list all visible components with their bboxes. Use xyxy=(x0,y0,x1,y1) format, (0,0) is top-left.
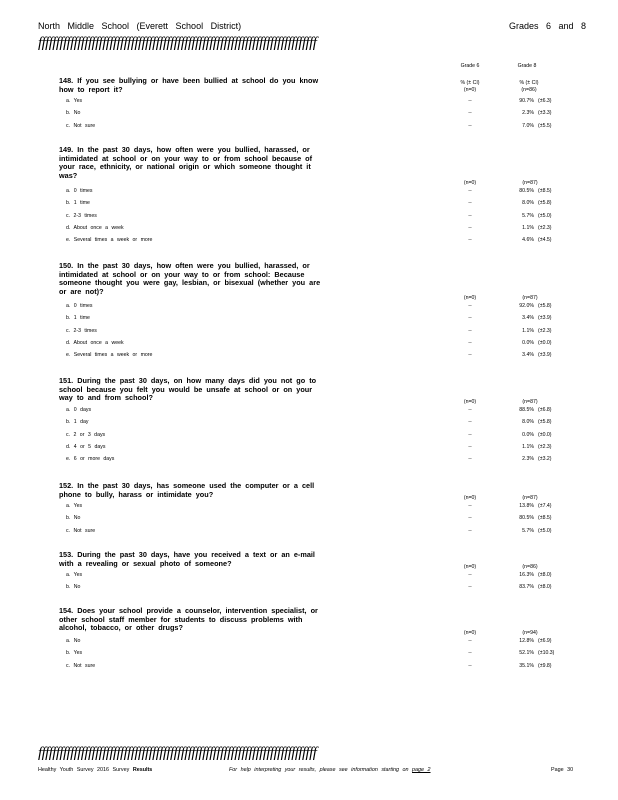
answer-row xyxy=(66,584,586,593)
answer-label: b. 1 time xyxy=(66,315,90,322)
answer-label: b. No xyxy=(66,110,81,117)
grade8-ci: (±2.3) xyxy=(538,327,552,334)
grade8-percent: 12.8% xyxy=(519,638,534,644)
answer-label: a. 0 times xyxy=(66,303,93,309)
grade6-header: Grade 6 xyxy=(460,63,480,69)
grade8-percent: 80.5% xyxy=(519,515,534,522)
grade8-percent: 92.0% xyxy=(519,303,534,309)
answer-row xyxy=(66,315,586,324)
grade8-percent: 2.3% xyxy=(522,110,534,117)
answer-row xyxy=(66,456,586,465)
grade6-value: -- xyxy=(468,527,472,534)
top-rule: ffffffffffffffffffffffffffffffffffffffffffffffffffffffffffffffffffffffffffffff xyxy=(38,35,317,51)
grade8-ci: (±3.2) xyxy=(538,456,552,463)
grade6-sample-size: (n=0) xyxy=(463,564,477,570)
grade6-value: -- xyxy=(468,327,472,334)
grade6-value: -- xyxy=(468,431,472,438)
answer-row xyxy=(66,650,586,659)
grade8-percent: 8.0% xyxy=(522,419,534,426)
answer-label: e. Several times a week or more xyxy=(66,237,153,244)
grade6-value: -- xyxy=(468,650,472,657)
answer-label: c. Not sure xyxy=(66,527,96,534)
grade6-value: -- xyxy=(468,200,472,207)
grade8-percent: 16.3% xyxy=(519,572,534,578)
grade8-ci: (±5.8) xyxy=(538,303,552,309)
answer-label: d. About once a week xyxy=(66,224,124,231)
grade6-value: -- xyxy=(468,584,472,591)
answer-label: e. Several times a week or more xyxy=(66,352,153,359)
grade6-value: -- xyxy=(468,456,472,463)
answer-row xyxy=(66,528,586,537)
grade8-percent: 3.4% xyxy=(522,352,534,359)
grade8-ci: (±6.8) xyxy=(538,407,552,413)
answer-label: c. 2 or 3 days xyxy=(66,431,106,438)
grade8-ci: (±8.0) xyxy=(538,572,552,578)
answer-row xyxy=(66,515,586,524)
answer-row xyxy=(66,328,586,337)
grade6-sample-size: (n=0) xyxy=(463,180,477,186)
footer-help-text: For help interpreting your results, please see information starting on xyxy=(229,767,409,773)
grade8-ci: (±5.5) xyxy=(538,122,552,129)
grade8-percent: 0.0% xyxy=(522,339,534,346)
grade8-percent: 88.5% xyxy=(519,407,534,413)
grade8-percent: 5.7% xyxy=(522,527,534,534)
footer-help xyxy=(229,767,431,773)
grade8-percent: 2.3% xyxy=(522,456,534,463)
grade8-sample-size: (n=87) xyxy=(522,495,538,501)
answer-label: b. No xyxy=(66,584,81,591)
grade8-ci: (±2.3) xyxy=(538,443,552,450)
grade8-percent: 90.7% xyxy=(519,98,534,104)
answer-row xyxy=(66,503,586,512)
answer-label: c. Not sure xyxy=(66,662,96,669)
answer-row xyxy=(66,663,586,672)
grade8-percent: 4.6% xyxy=(522,237,534,244)
grade6-value: -- xyxy=(468,419,472,426)
answer-row xyxy=(66,352,586,361)
question-text: 154. Does your school provide a counselor, intervention specialist, or other school staff member for students to discuss problems with alcohol, tobacco, or other drugs? xyxy=(59,606,318,633)
question-text: 148. If you see bullying or have been bullied at school do you know how to report it? xyxy=(59,76,319,94)
answer-label: a. Yes xyxy=(66,98,83,104)
grade6-value: -- xyxy=(468,98,472,104)
answer-row xyxy=(66,572,586,581)
answer-row xyxy=(66,340,586,349)
answer-row xyxy=(66,225,586,234)
grade6-value: -- xyxy=(468,515,472,522)
grade6-value: -- xyxy=(468,339,472,346)
grade6-value: -- xyxy=(468,122,472,129)
grade8-percent: 5.7% xyxy=(522,212,534,219)
answer-row xyxy=(66,200,586,209)
school-name: North Middle School (Everett School District) xyxy=(38,21,242,31)
grade8-ci: (±5.0) xyxy=(538,212,552,219)
grade8-sample-size: (n=87) xyxy=(522,399,538,405)
grade8-ci: (±8.5) xyxy=(538,188,552,194)
grade8-percent: 3.4% xyxy=(522,315,534,322)
question-text: 150. In the past 30 days, how often were you bullied, harassed, or intimidated at school or on your way to or from school: Because someone thought you were gay, lesbian, or bisexual (whether you are or are not)? xyxy=(59,261,321,296)
answer-row xyxy=(66,237,586,246)
grade8-ci: (±8.0) xyxy=(538,584,552,591)
grade8-ci: (±3.9) xyxy=(538,352,552,359)
grade8-ci: (±0.0) xyxy=(538,431,552,438)
footer-survey-name: Healthy Youth Survey 2016 Survey xyxy=(38,767,130,773)
grade6-sample-size: (n=0) xyxy=(463,295,477,301)
answer-label: a. Yes xyxy=(66,503,83,509)
answer-label: b. 1 day xyxy=(66,419,89,426)
grade8-percent: 8.0% xyxy=(522,200,534,207)
grade8-ci: (±10.3) xyxy=(538,650,555,657)
grade8-ci-label: % (± CI) xyxy=(519,80,539,86)
grade8-ci: (±3.3) xyxy=(538,110,552,117)
grade6-value: -- xyxy=(468,188,472,194)
answer-row xyxy=(66,638,586,647)
grade6-value: -- xyxy=(468,110,472,117)
answer-label: a. No xyxy=(66,638,81,644)
answer-label: b. No xyxy=(66,515,81,522)
answer-row xyxy=(66,432,586,441)
page-number: Page 30 xyxy=(551,767,574,773)
page-link[interactable]: page 2 xyxy=(412,767,431,773)
grade8-header: Grade 8 xyxy=(517,63,537,69)
question-text: 151. During the past 30 days, on how many days did you not go to school because you felt you would be unsafe at school or on your way to and from school? xyxy=(59,376,317,403)
grade6-sample-size: (n=0) xyxy=(463,495,477,501)
grade8-sample-size: (n=87) xyxy=(522,180,538,186)
grades-label: Grades 6 and 8 xyxy=(509,21,587,31)
answer-row xyxy=(66,110,586,119)
answer-label: d. About once a week xyxy=(66,339,124,346)
grade6-value: -- xyxy=(468,237,472,244)
grade6-value: -- xyxy=(468,303,472,309)
grade6-sample-size: (n=0) xyxy=(463,399,477,405)
grade6-sample-size: (n=0) xyxy=(463,630,477,636)
grade6-value: -- xyxy=(468,352,472,359)
answer-row xyxy=(66,303,586,312)
grade6-value: -- xyxy=(468,212,472,219)
grade8-percent: 52.1% xyxy=(519,650,534,657)
grade8-ci: (±8.5) xyxy=(538,515,552,522)
grade8-percent: 1.1% xyxy=(522,327,534,334)
grade8-ci: (±9.8) xyxy=(538,662,552,669)
grade8-ci: (±0.0) xyxy=(538,339,552,346)
grade8-percent: 35.1% xyxy=(519,662,534,669)
grade6-value: -- xyxy=(468,443,472,450)
answer-row xyxy=(66,188,586,197)
grade8-percent: 13.8% xyxy=(519,503,534,509)
grade6-value: -- xyxy=(468,407,472,413)
grade8-percent: 80.5% xyxy=(519,188,534,194)
grade6-ci-label: % (± CI) xyxy=(460,80,480,86)
question-text: 153. During the past 30 days, have you received a text or an e-mail with a revealing or sexual photo of someone? xyxy=(59,550,315,568)
grade6-value: -- xyxy=(468,224,472,231)
grade8-sample-size: (n=87) xyxy=(522,295,538,301)
answer-row xyxy=(66,419,586,428)
grade8-percent: 0.0% xyxy=(522,431,534,438)
answer-label: d. 4 or 5 days xyxy=(66,443,106,450)
answer-row xyxy=(66,407,586,416)
answer-row xyxy=(66,98,586,107)
grade8-ci: (±2.3) xyxy=(538,224,552,231)
answer-label: c. 2-3 times xyxy=(66,212,97,219)
answer-row xyxy=(66,123,586,132)
answer-label: a. Yes xyxy=(66,572,83,578)
grade8-sample-size: (n=86) xyxy=(522,564,538,570)
grade8-ci: (±5.8) xyxy=(538,419,552,426)
grade8-percent: 1.1% xyxy=(522,443,534,450)
answer-label: a. 0 days xyxy=(66,407,92,413)
grade8-ci: (±7.4) xyxy=(538,503,552,509)
grade8-n: (n=86) xyxy=(521,87,537,93)
answer-row xyxy=(66,444,586,453)
grade8-percent: 1.1% xyxy=(522,224,534,231)
answer-label: e. 6 or more days xyxy=(66,456,115,463)
grade6-value: -- xyxy=(468,662,472,669)
grade6-value: -- xyxy=(468,503,472,509)
grade8-ci: (±6.9) xyxy=(538,638,552,644)
footer-left xyxy=(38,767,152,773)
answer-label: b. Yes xyxy=(66,650,83,657)
answer-label: a. 0 times xyxy=(66,188,93,194)
grade8-ci: (±6.3) xyxy=(538,98,552,104)
grade6-value: -- xyxy=(468,315,472,322)
grade6-value: -- xyxy=(468,572,472,578)
grade8-percent: 83.7% xyxy=(519,584,534,591)
answer-label: c. 2-3 times xyxy=(66,327,97,334)
grade8-ci: (±5.8) xyxy=(538,200,552,207)
grade6-n: (n=0) xyxy=(463,87,477,93)
footer-results: Results xyxy=(132,767,153,773)
grade8-ci: (±3.9) xyxy=(538,315,552,322)
question-text: 149. In the past 30 days, how often were you bullied, harassed, or intimidated at school or on your way to or from school because of your race, ethnicity, or national origin or which someone thought it was? xyxy=(59,145,313,180)
answer-label: c. Not sure xyxy=(66,122,96,129)
grade6-value: -- xyxy=(468,638,472,644)
grade8-percent: 7.0% xyxy=(522,122,534,129)
bottom-rule: ffffffffffffffffffffffffffffffffffffffffffffffffffffffffffffffffffffffffffffff xyxy=(38,745,317,761)
question-text: 152. In the past 30 days, has someone used the computer or a cell phone to bully, harass or intimidate you? xyxy=(59,481,315,499)
answer-row xyxy=(66,213,586,222)
grade8-ci: (±4.5) xyxy=(538,237,552,244)
grade8-sample-size: (n=94) xyxy=(522,630,538,636)
answer-label: b. 1 time xyxy=(66,200,90,207)
grade8-ci: (±5.0) xyxy=(538,527,552,534)
